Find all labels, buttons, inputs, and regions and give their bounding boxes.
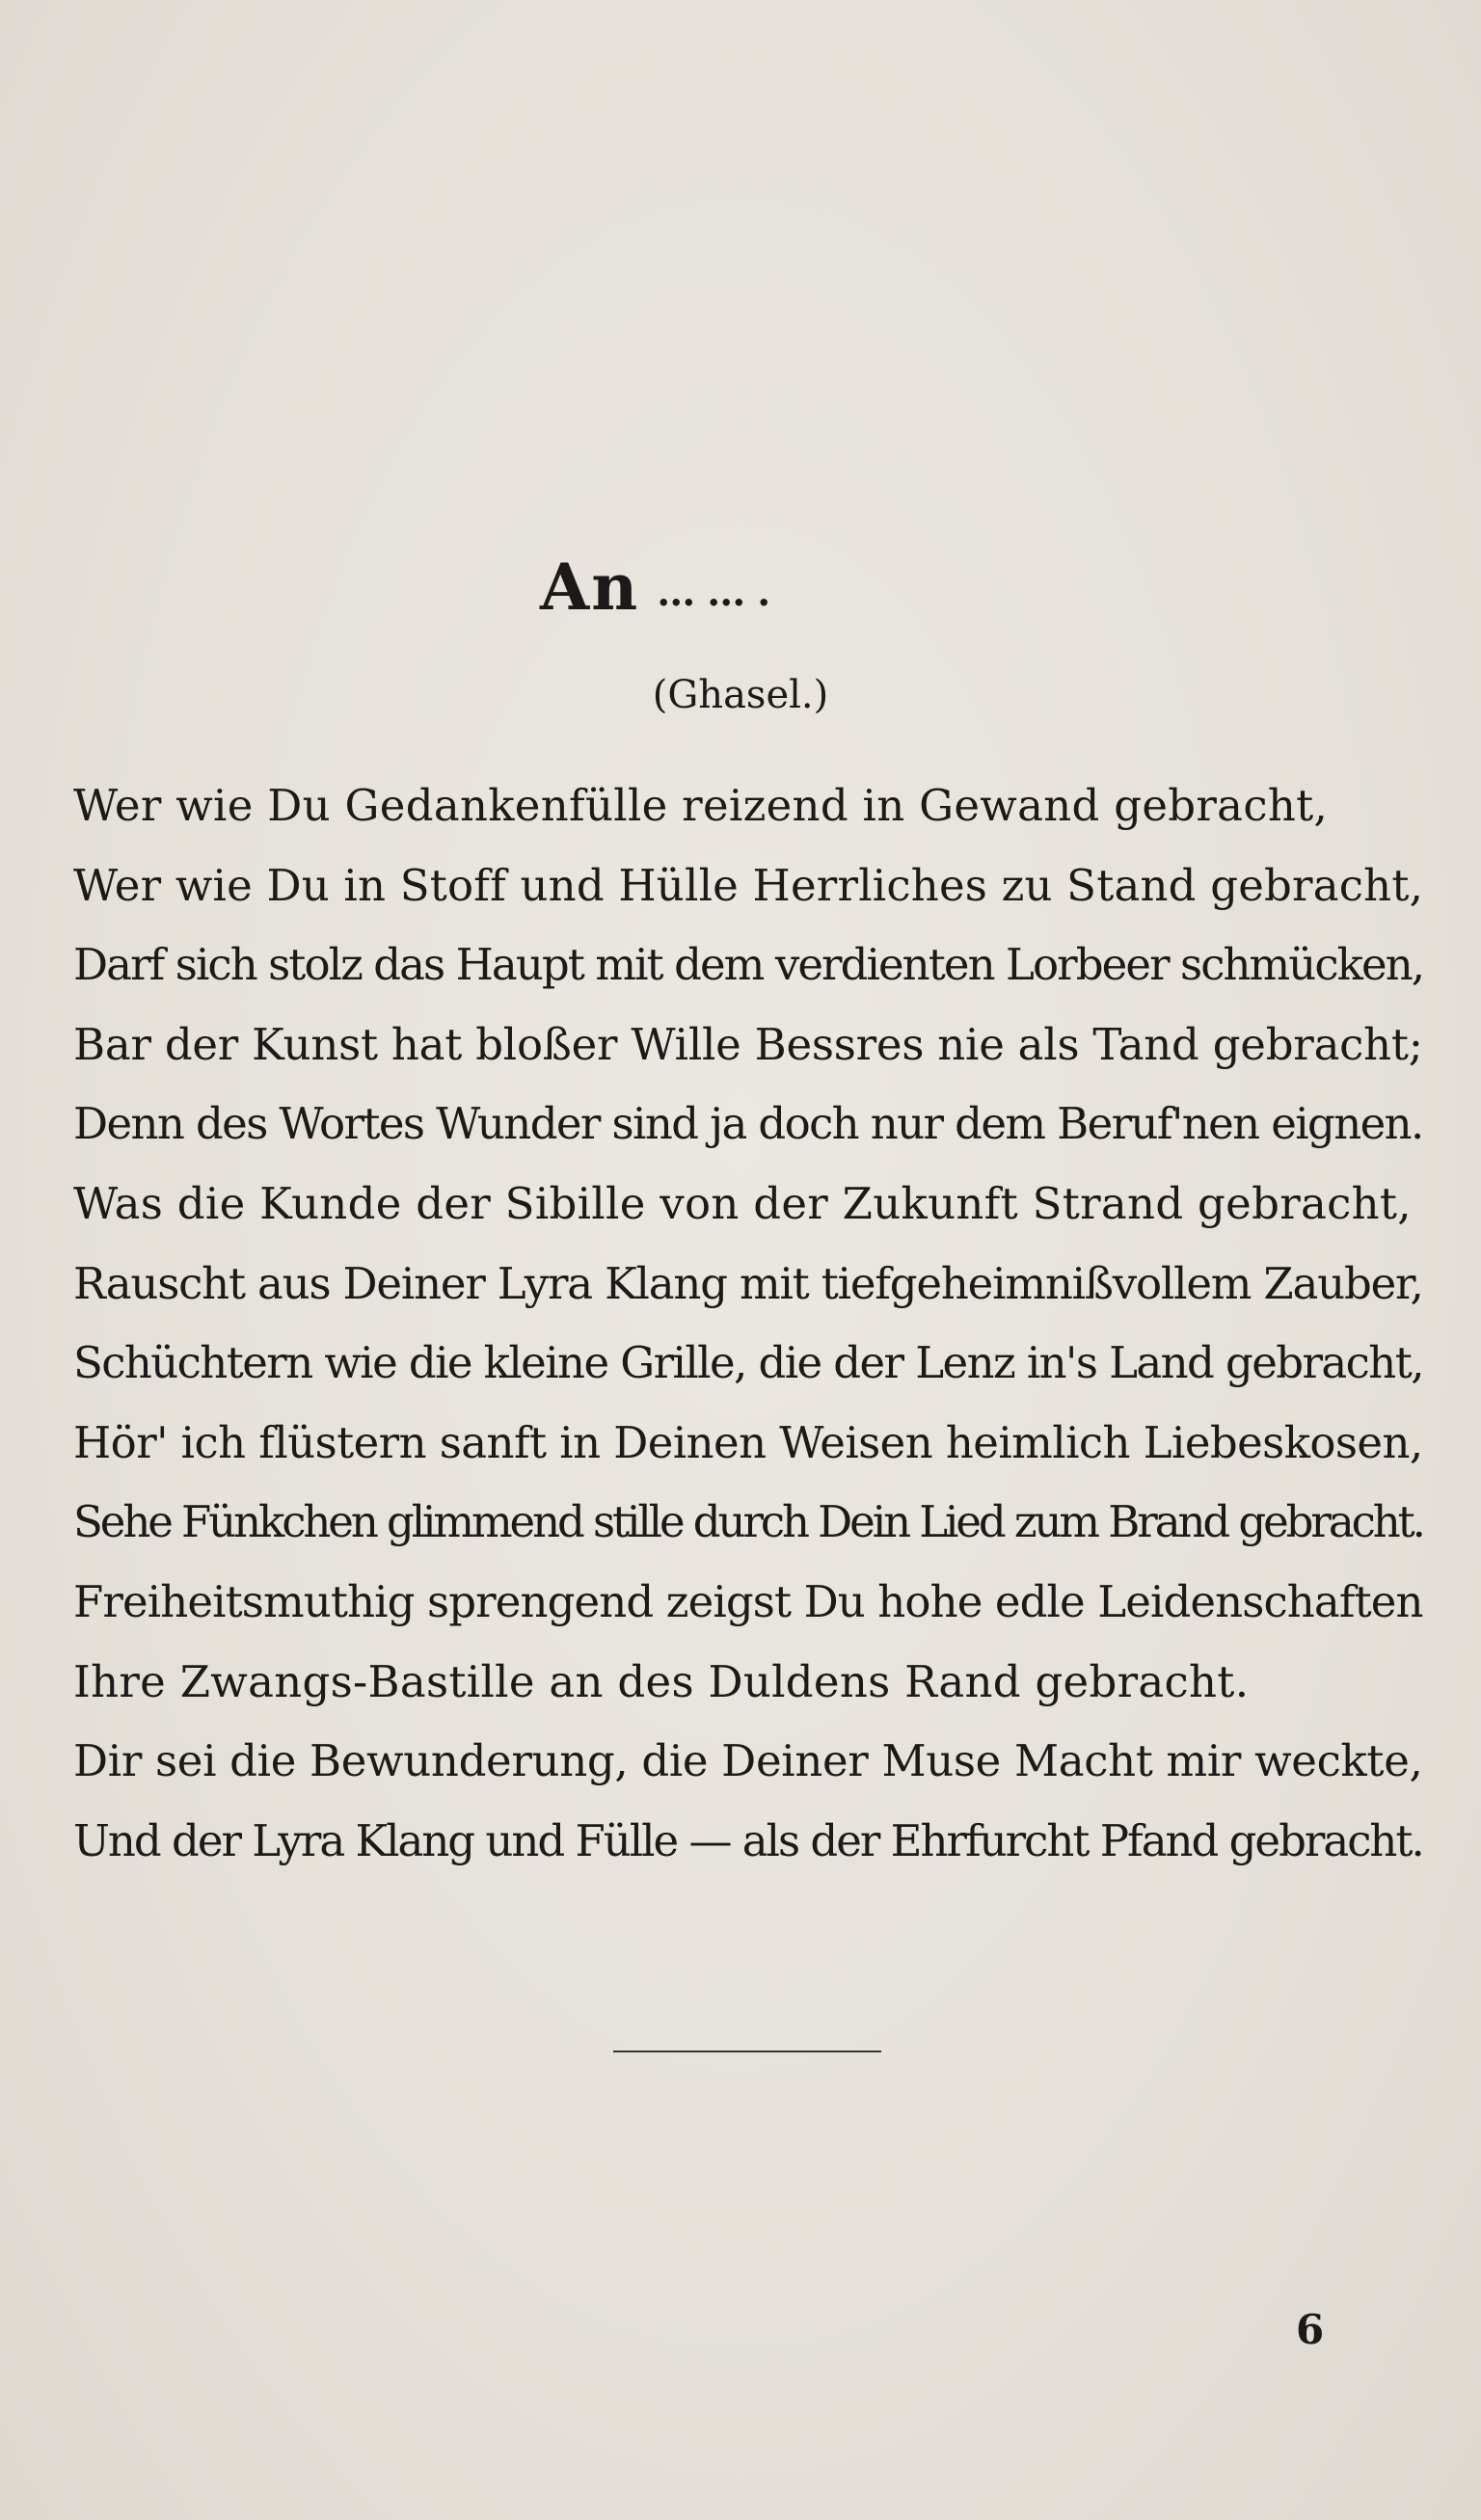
poem-line: Wer wie Du in Stoff und Hülle Herrliches zu Stand gebracht, xyxy=(73,859,1424,911)
poem-line: Dir sei die Bewunderung, die Deiner Muse Macht mir weckte, xyxy=(73,1735,1423,1787)
poem-line: Sehe Fünkchen glimmend stille durch Dein Lied zum Brand gebracht. xyxy=(73,1496,1423,1548)
poem-line: Und der Lyra Klang und Fülle — als der Ehrfurcht Pfand gebracht. xyxy=(73,1814,1423,1866)
title-word: An xyxy=(540,550,640,625)
poem-line: Was die Kunde der Sibille von der Zukunft Strand gebracht, xyxy=(73,1177,1412,1229)
poem-title xyxy=(540,550,782,625)
poem-line: Rauscht aus Deiner Lyra Klang mit tiefgeheimnißvollem Zauber, xyxy=(73,1257,1423,1309)
poem-line: Ihre Zwangs-Bastille an des Duldens Rand gebracht. xyxy=(73,1655,1250,1707)
poem-subtitle: (Ghasel.) xyxy=(652,673,829,717)
poem-line: Hör' ich flüstern sanft in Deinen Weisen heimlich Liebeskosen, xyxy=(73,1416,1423,1468)
poem-body xyxy=(73,771,1423,1886)
poem-line: Schüchtern wie die kleine Grille, die der Lenz in's Land gebracht, xyxy=(73,1337,1423,1389)
poem-line: Denn des Wortes Wunder sind ja doch nur dem Beruf'nen eignen. xyxy=(73,1098,1423,1150)
poem-line: Freiheitsmuthig sprengend zeigst Du hohe edle Leidenschaften xyxy=(73,1575,1423,1627)
page-number: 6 xyxy=(1296,2306,1325,2353)
end-rule-divider xyxy=(613,2051,881,2052)
poem-line: Darf sich stolz das Haupt mit dem verdienten Lorbeer schmücken, xyxy=(73,939,1424,991)
poem-line: Wer wie Du Gedankenfülle reizend in Gewand gebracht, xyxy=(73,780,1329,831)
title-dots: ……. xyxy=(657,570,783,615)
poem-line: Bar der Kunst hat bloßer Wille Bessres nie als Tand gebracht; xyxy=(73,1018,1423,1070)
